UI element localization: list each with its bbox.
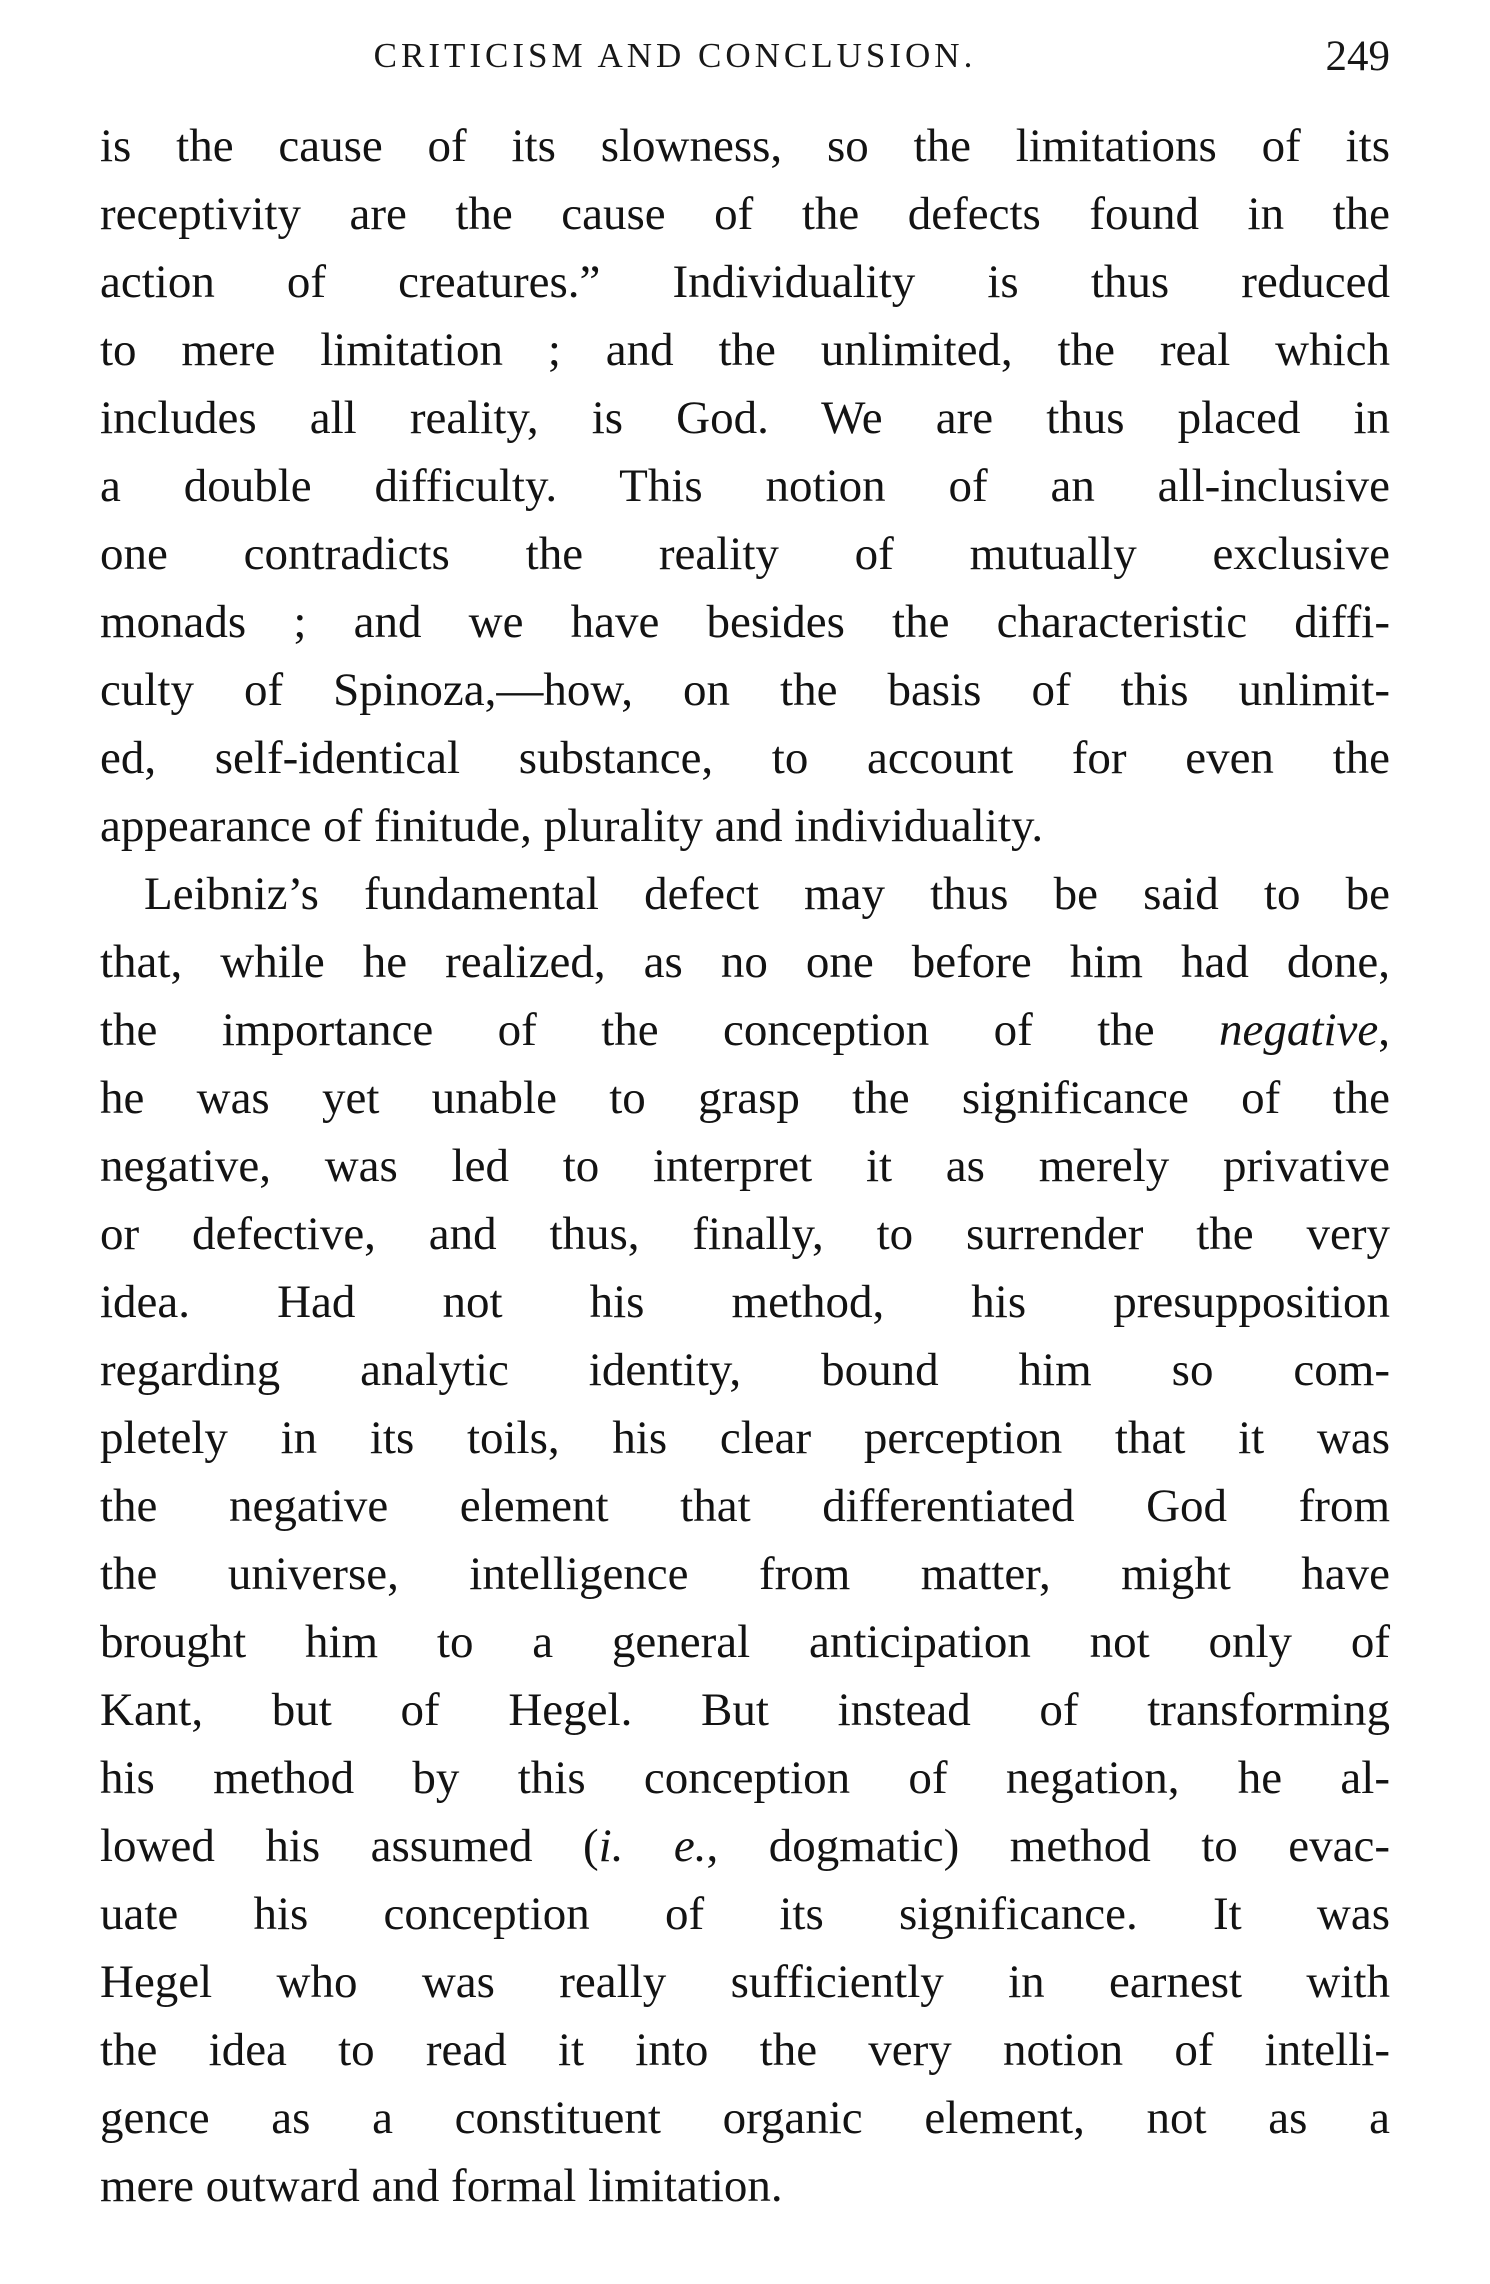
book-page	[100, 0, 1390, 2220]
page-number: 249	[1325, 33, 1390, 80]
text-segment: Kant, but of Hegel. But instead of transforming	[100, 1684, 1390, 1736]
text-segment: that, while he realized, as no one before him had done,	[100, 936, 1390, 988]
text-line	[100, 1064, 1390, 1132]
text-line	[100, 1812, 1390, 1880]
text-segment: Leibniz’s fundamental defect may thus be said to be	[144, 868, 1390, 920]
text-line	[100, 1880, 1390, 1948]
text-segment: the importance of the conception of the	[100, 1004, 1220, 1056]
text-line	[100, 520, 1390, 588]
text-line	[100, 656, 1390, 724]
text-line	[100, 996, 1390, 1064]
text-line	[100, 1132, 1390, 1200]
text-line	[100, 1948, 1390, 2016]
text-line	[100, 2152, 1390, 2220]
text-line	[100, 316, 1390, 384]
text-line	[100, 588, 1390, 656]
text-segment: brought him to a general anticipation not only of	[100, 1616, 1390, 1668]
text-segment: pletely in its toils, his clear perception that it was	[100, 1412, 1390, 1464]
text-line	[100, 1200, 1390, 1268]
italic-text-segment: negative	[1219, 1004, 1379, 1056]
page-header-title: CRITICISM AND CONCLUSION.	[373, 36, 977, 75]
text-segment: regarding analytic identity, bound him so com-	[100, 1344, 1390, 1396]
text-line	[100, 1472, 1390, 1540]
text-segment: uate his conception of its significance. It was	[100, 1888, 1390, 1940]
text-segment: his method by this conception of negation, he al-	[100, 1752, 1390, 1804]
text-segment: is the cause of its slowness, so the limitations of its	[100, 120, 1390, 172]
text-line	[100, 2016, 1390, 2084]
text-line	[100, 1404, 1390, 1472]
text-segment: or defective, and thus, finally, to surrender the very	[100, 1208, 1390, 1260]
text-line	[100, 384, 1390, 452]
text-line	[100, 452, 1390, 520]
text-segment: , dogmatic) method to evac-	[706, 1820, 1390, 1872]
text-segment: a double difficulty. This notion of an all-inclusive	[100, 460, 1390, 512]
text-line	[100, 1744, 1390, 1812]
text-segment: gence as a constituent organic element, not as a	[100, 2092, 1390, 2144]
text-line	[100, 112, 1390, 180]
text-segment: to mere limitation ; and the unlimited, the real which	[100, 324, 1390, 376]
text-line	[100, 792, 1390, 860]
text-segment: he was yet unable to grasp the significance of the	[100, 1072, 1390, 1124]
text-line	[100, 1268, 1390, 1336]
text-line	[100, 860, 1390, 928]
running-header	[100, 33, 1390, 98]
text-segment: idea. Had not his method, his presupposition	[100, 1276, 1390, 1328]
text-segment: the universe, intelligence from matter, might have	[100, 1548, 1390, 1600]
text-segment: includes all reality, is God. We are thus placed in	[100, 392, 1390, 444]
text-segment: action of creatures.” Individuality is thus reduced	[100, 256, 1390, 308]
text-line	[100, 2084, 1390, 2152]
text-segment: the negative element that differentiated God from	[100, 1480, 1390, 1532]
text-segment: culty of Spinoza,—how, on the basis of this unlimit-	[100, 664, 1390, 716]
text-segment: ,	[1378, 1004, 1390, 1056]
text-line	[100, 1540, 1390, 1608]
page-body	[100, 112, 1390, 2220]
text-segment: the idea to read it into the very notion of intelli-	[100, 2024, 1390, 2076]
text-segment: one contradicts the reality of mutually exclusive	[100, 528, 1390, 580]
italic-text-segment: i. e.	[598, 1820, 707, 1872]
text-line	[100, 1336, 1390, 1404]
text-segment: ed, self-identical substance, to account for even the	[100, 732, 1390, 784]
text-segment: appearance of finitude, plurality and individuality.	[100, 800, 1044, 852]
text-line	[100, 1676, 1390, 1744]
text-segment: negative, was led to interpret it as merely privative	[100, 1140, 1390, 1192]
text-segment: Hegel who was really sufficiently in earnest with	[100, 1956, 1390, 2008]
text-line	[100, 1608, 1390, 1676]
text-line	[100, 180, 1390, 248]
text-segment: receptivity are the cause of the defects found in the	[100, 188, 1390, 240]
text-line	[100, 248, 1390, 316]
text-line	[100, 928, 1390, 996]
text-segment: monads ; and we have besides the characteristic diffi-	[100, 596, 1390, 648]
text-segment: lowed his assumed (	[100, 1820, 599, 1872]
text-segment: mere outward and formal limitation.	[100, 2160, 783, 2212]
text-line	[100, 724, 1390, 792]
